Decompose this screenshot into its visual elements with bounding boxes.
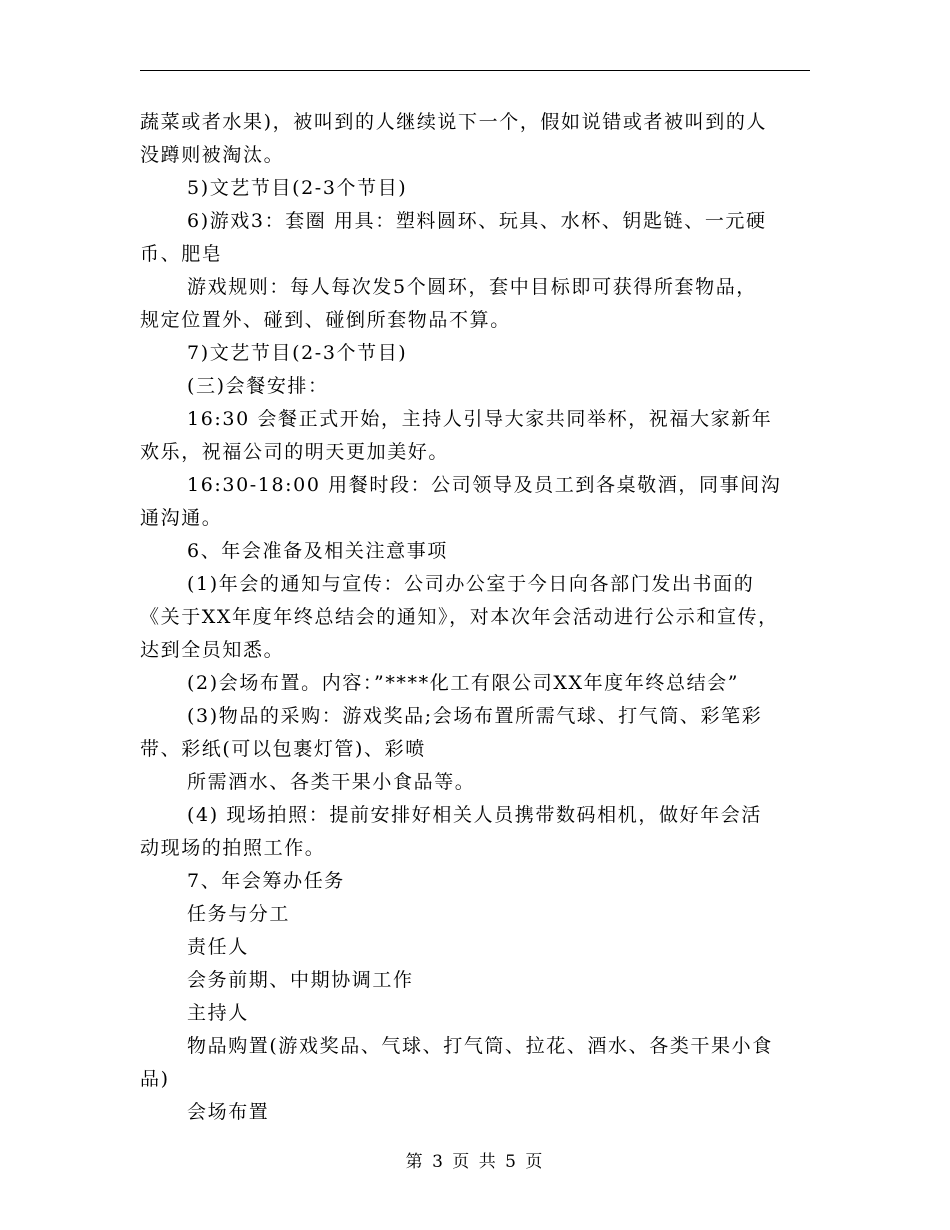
text-line: 物品购置(游戏奖品、气球、打气筒、拉花、酒水、各类干果小食	[187, 1035, 773, 1057]
text-line: (三)会餐安排：	[187, 375, 329, 397]
text-line: 主持人	[187, 1002, 249, 1024]
text-line: 币、肥皂	[140, 243, 223, 265]
text-line: 动现场的拍照工作。	[140, 837, 326, 859]
text-line: 7、年会筹办任务	[187, 870, 345, 892]
text-line: 7)文艺节目(2-3个节目)	[187, 342, 408, 364]
text-line: 《关于XX年度年终总结会的通知》，对本次年会活动进行公示和宣传，	[140, 606, 779, 628]
text-line: 欢乐，祝福公司的明天更加美好。	[140, 441, 450, 463]
text-line: 达到全员知悉。	[140, 639, 285, 661]
text-line: (4) 现场拍照：提前安排好相关人员携带数码相机，做好年会活	[187, 804, 762, 826]
text-line: 6)游戏3：套圈 用具：塑料圆环、玩具、水杯、钥匙链、一元硬	[187, 210, 767, 232]
text-line: 游戏规则：每人每次发5个圆环，套中目标即可获得所套物品，	[187, 276, 757, 298]
text-line: 6、年会准备及相关注意事项	[187, 540, 448, 562]
header-rule	[140, 70, 810, 71]
text-line: 没蹲则被淘汰。	[140, 144, 285, 166]
text-line: 所需酒水、各类干果小食品等。	[187, 771, 476, 793]
text-line: (3)物品的采购：游戏奖品;会场布置所需气球、打气筒、彩笔彩	[187, 705, 763, 727]
text-line: 16:30-18:00 用餐时段：公司领导及员工到各桌敬酒，同事间沟	[187, 474, 782, 496]
text-line: 会务前期、中期协调工作	[187, 969, 414, 991]
text-line: 蔬菜或者水果)，被叫到的人继续说下一个，假如说错或者被叫到的人	[140, 111, 768, 133]
text-line: 任务与分工	[187, 903, 291, 925]
page-footer: 第 3 页 共 5 页	[405, 1152, 545, 1172]
text-line: 带、彩纸(可以包裹灯管)、彩喷	[140, 738, 426, 760]
text-line: 规定位置外、碰到、碰倒所套物品不算。	[140, 309, 511, 331]
text-line: 品)	[140, 1068, 170, 1090]
text-line: 责任人	[187, 936, 249, 958]
text-line: 16:30 会餐正式开始，主持人引导大家共同举杯，祝福大家新年	[187, 408, 773, 430]
text-line: (2)会场布置。内容：”****化工有限公司XX年度年终总结会”	[187, 672, 740, 694]
text-line: 通沟通。	[140, 507, 223, 529]
text-line: 会场布置	[187, 1101, 270, 1123]
text-line: (1)年会的通知与宣传：公司办公室于今日向各部门发出书面的	[187, 573, 755, 595]
text-line: 5)文艺节目(2-3个节目)	[187, 177, 408, 199]
document-body	[140, 106, 810, 1129]
